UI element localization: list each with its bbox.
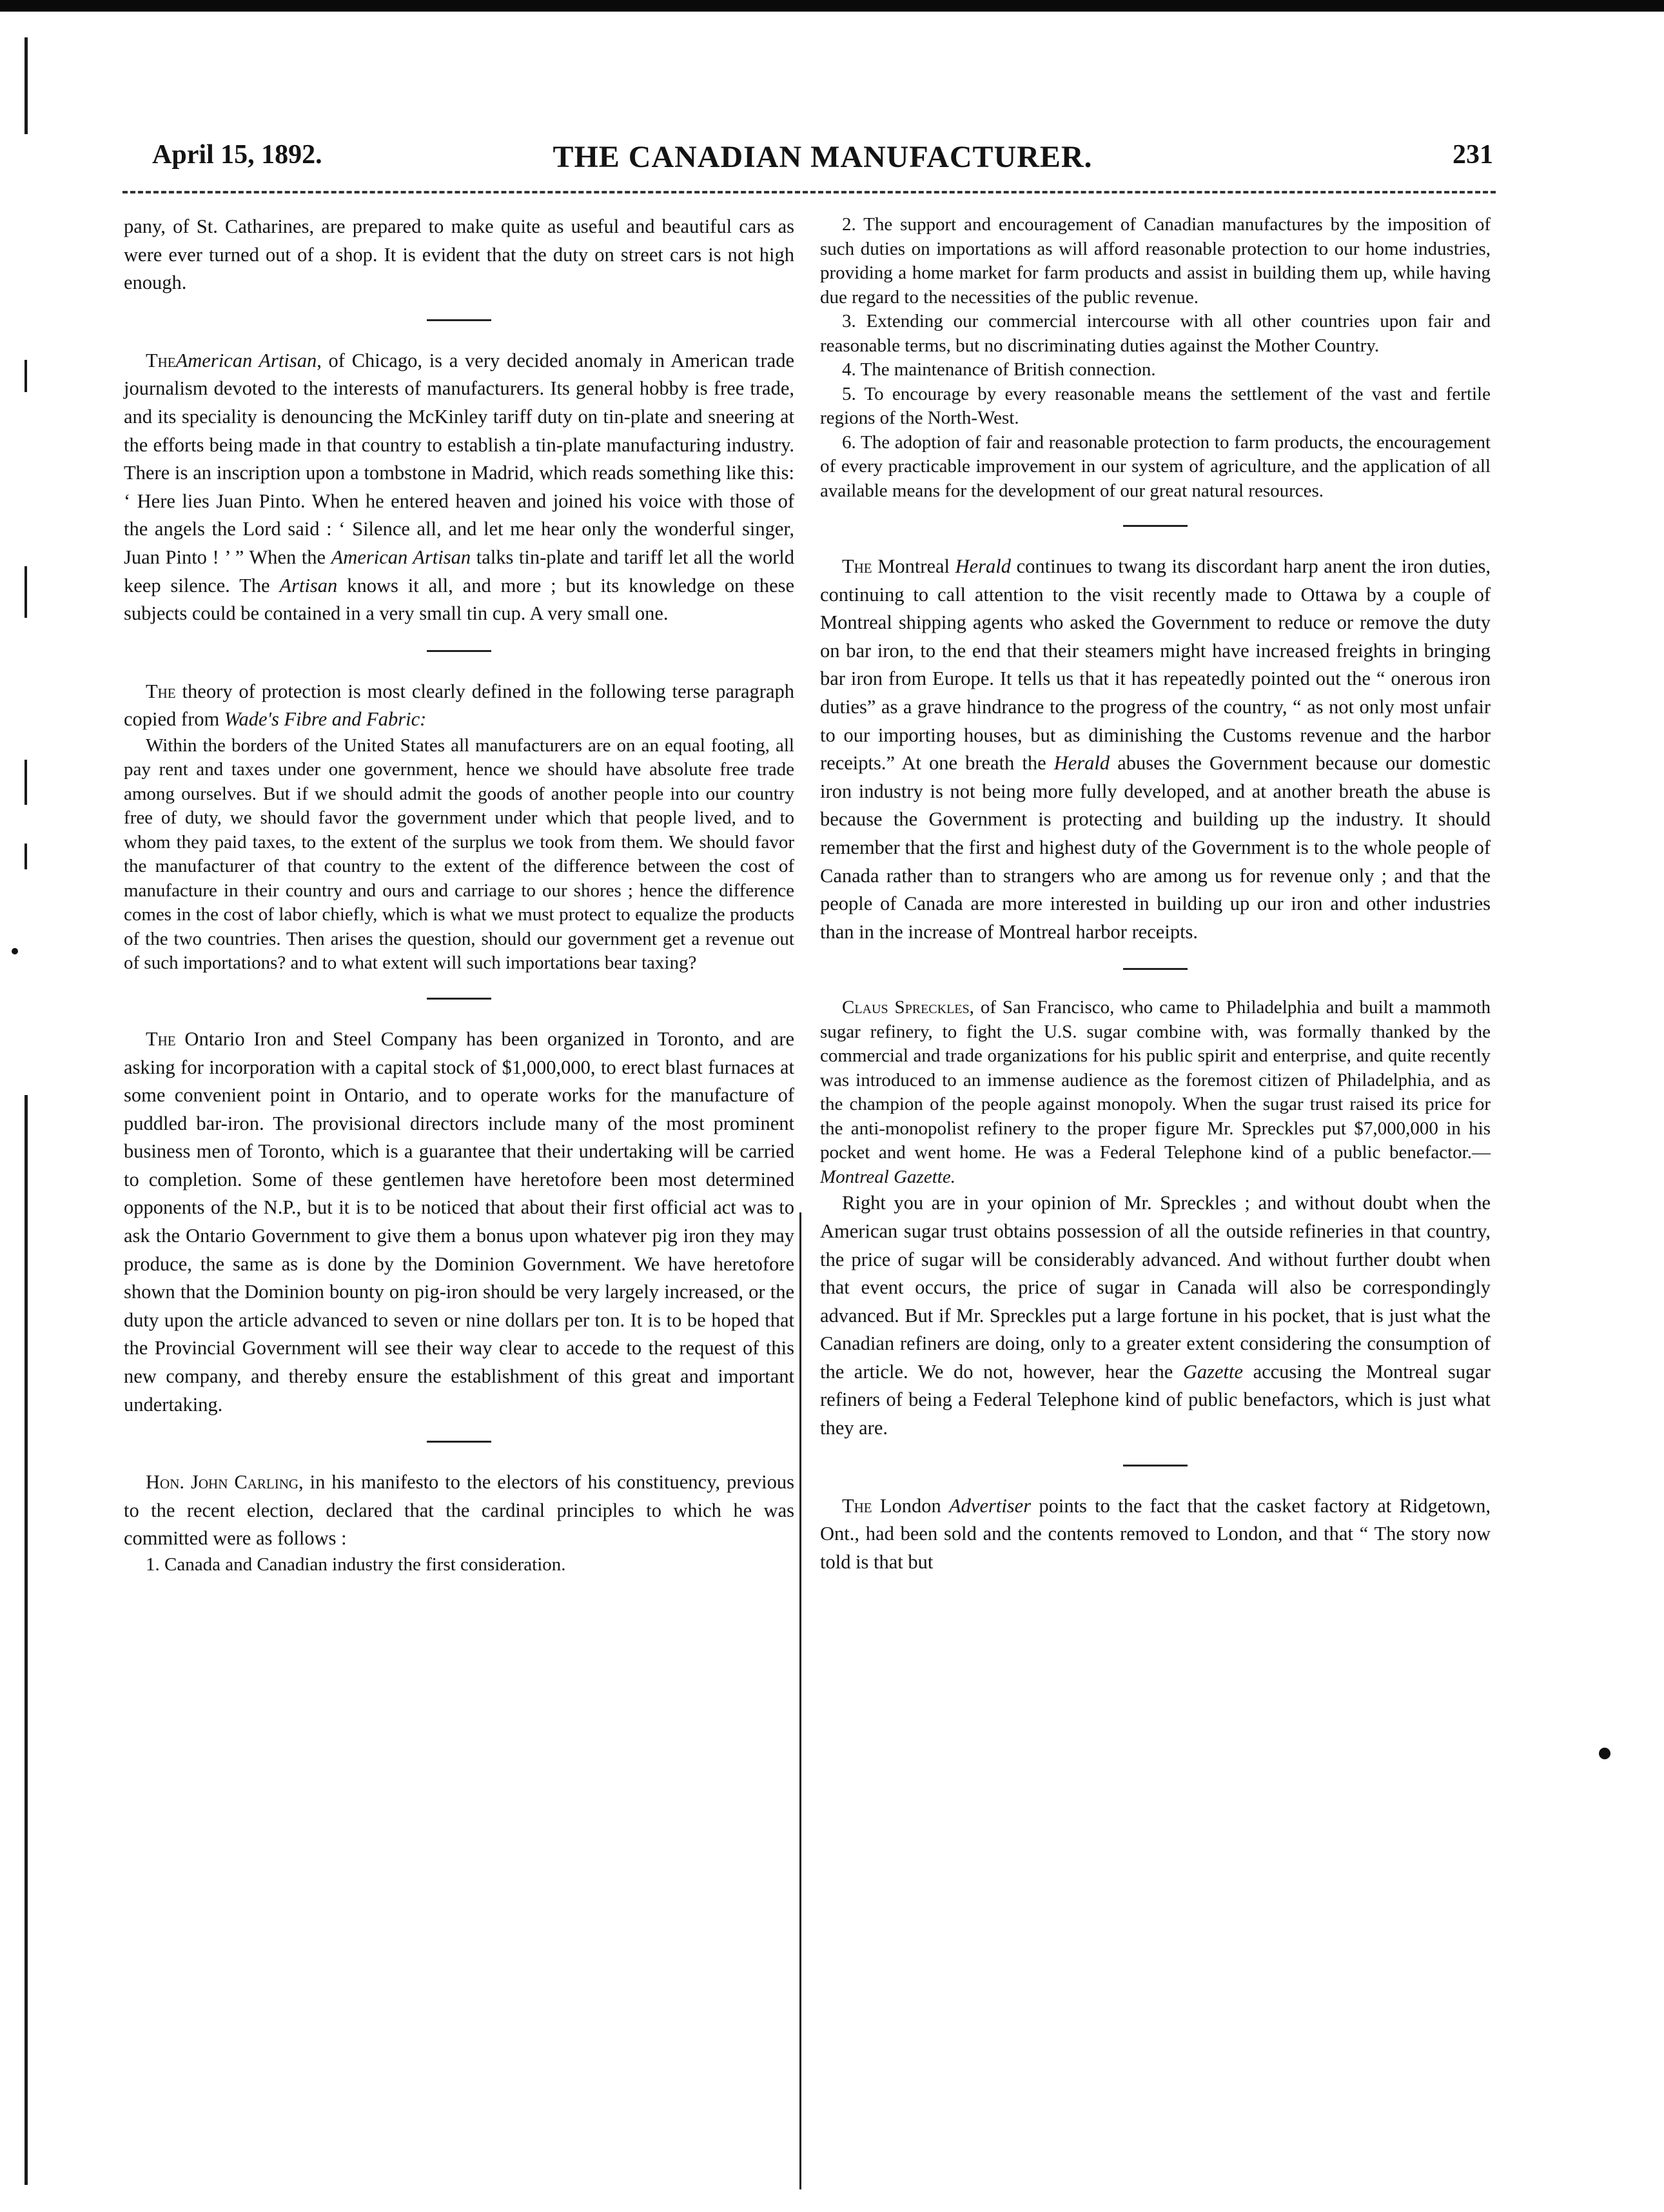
page-number: 231 [1453,140,1493,170]
section-separator [1123,1465,1188,1466]
article-american-artisan: TheAmerican Artisan, of Chicago, is a very decided anomaly in American trade journalism devoted to the interests of manufacturers. Its general hobby is free trade, and its speciality is denouncing the McKinley tariff duty on tin-plate and sneering at the efforts being made in that country to establish a tin-plate manufacturing industry. There is an inscription upon a tombstone in Madrid, which reads something like this: ‘ Here lies Juan Pinto. When he entered heaven and joined his voice with those of the angels the Lord said : ‘ Silence all, and let me hear only the wonderful singer, Juan Pinto ! ’ ” When the American Artisan talks tin-plate and tariff let all the world keep silence. The Artisan knows it all, and more ; but its knowledge on these subjects could be contained in a very small tin cup. A very small one. [124,349,795,625]
article-continuation: pany, of St. Catharines, are prepared to make quite as useful and beautiful cars as were ever turned out of a shop. It is evident that the duty on street cars is not high enough. [124,215,794,294]
principle-list-item: 2. The support and encouragement of Canadian manufactures by the imposition of such duties on importations as will afford reasonable protection to our home industries, providing a home market for farm products and assist in building them up, while having due regard to the necessities of the public revenue. [820,214,1491,308]
article-lead: Claus Spreckles, [842,997,974,1018]
principle-list-item: 1. Canada and Canadian industry the first consideration. [146,1554,566,1575]
article-lead: The [146,1027,176,1050]
article-montreal-herald: The Montreal Herald continues to twang its discordant harp anent the iron duties, continuing to call attention to the visit recently made to Ottawa by a couple of Montreal shipping agents who asked the Government to reduce or remove the duty on bar iron, to the end that their steamers might have increased freights in bringing bar iron from Europe. It tells us that it has repeatedly pointed out the “ onerous iron duties” as a grave hindrance to the progress of the country, “ as not only most unfair to our importing houses, but as diminishing the Customs revenue and the harbor receipts.” At one breath the Herald abuses the Government because our domestic iron industry is not being more fully developed, and at another breath the abuse is because the Government is protecting and building up the industry. It should remember that the first and highest duty of the Government is to the whole people of Canada rather than to strangers who are among us for revenue only ; and that the people of Canada are more interested in building up our iron and other industries than in the increase of Montreal harbor receipts. [820,555,1491,943]
running-header [152,134,1493,186]
left-column [124,213,794,1577]
article-lead: Hon. John Carling, [146,1471,304,1494]
publication-name: Gazette [1182,1360,1244,1383]
publication-name: Herald [955,555,1012,577]
article-ontario-iron-steel: The Ontario Iron and Steel Company has been organized in Toronto, and are asking for incorporation with a capital stock of $1,000,000, to erect blast furnaces at some convenient point in Ontario, and to operate works for the manufacture of puddled bar-iron. The provisional directors include many of the most prominent business men of Toronto, which is a guarantee that their undertaking will be carried to completion. Some of these gentlemen have heretofore been most determined opponents of the N.P., but it is to be noticed that about their first official act was to ask the Ontario Government to give them a bonus upon whatever pig iron they may produce, the same as is done by the Dominion Government. We have heretofore shown that the Dominion bounty on pig-iron should be very largely increased, or the duty upon the article advanced to seven or nine dollars per ton. It is to be hoped that the Provincial Government will see their way clear to accede to the request of this new company, and thereby ensure the establishment of this great and important undertaking. [124,1027,794,1416]
principle-list-item: 6. The adoption of fair and reasonable protection to farm products, the encouragement of every practicable improvement in our system of agriculture, and the application of all available means for the development of our great natural resources. [820,431,1491,501]
publication-title: THE CANADIAN MANUFACTURER. [553,140,1093,174]
article-lead: The [146,680,176,702]
section-separator [427,998,491,1000]
right-column [820,213,1491,1576]
section-separator [427,319,491,321]
principle-list-item: 5. To encourage by every reasonable means the settlement of the vast and fertile regions of the North-West. [820,383,1491,428]
header-rule [122,191,1496,193]
article-lead: The [146,349,176,371]
article-lead: The [842,555,872,577]
article-john-carling: Hon. John Carling, in his manifesto to the electors of his constituency, previous to the recent election, declared that the cardinal principles to which he was committed were as follows : [124,1471,795,1550]
principle-list-item: 4. The maintenance of British connection. [842,359,1156,380]
quote-source: Montreal Gazette. [820,1166,955,1187]
section-separator [427,1441,491,1443]
article-spreckles-comment: Right you are in your opinion of Mr. Spreckles ; and without doubt when the American sugar trust obtains possession of all the outside refineries in that country, the price of sugar will be considerably advanced. And without further doubt when that event occurs, the price of sugar in Canada will also be correspondingly advanced. But if Mr. Spreckles put a large fortune in his pocket, that is just what the Canadian refiners are doing, only to a greater extent considering the consumption of the article. We do not, however, hear the Gazette accusing the Montreal sugar refiners of being a Federal Telephone kind of public benefactors, which is just what they are. [820,1192,1491,1439]
publication-name: American Artisan [175,349,317,371]
publication-name: Herald [1053,752,1110,775]
section-separator [427,650,491,652]
article-london-advertiser: The London Advertiser points to the fact that the casket factory at Ridgetown, Ont., had been sold and the contents removed to London, and that “ The story now told is that but [820,1494,1491,1573]
quoted-paragraph: Claus Spreckles, of San Francisco, who came to Philadelphia and built a mammoth sugar refinery, to fight the U.S. sugar combine with, was formally thanked by the commercial and trade organizations for his public spirit and enterprise, and quite recently was introduced to an immense audience as the foremost citizen of Philadelphia, and as the champion of the people against monopoly. When the sugar trust raised its price for the anti-monopolist refinery to the proper figure Mr. Spreckles put $7,000,000 in his pocket and went home. He was a Federal Telephone kind of a public benefactor.—Montreal Gazette. [820,997,1491,1187]
issue-date: April 15, 1892. [152,140,322,170]
ink-spot [12,948,18,954]
publication-name: Wade's Fibre and Fabric: [224,708,427,731]
section-separator [1123,968,1188,970]
publication-name: Advertiser [949,1494,1032,1517]
article-theory-of-protection: The theory of protection is most clearly defined in the following terse paragraph copied from Wade's Fibre and Fabric: [124,680,794,731]
principle-list-item: 3. Extending our commercial intercourse with all other countries upon fair and reasonable terms, but no discriminating duties against the Mother Country. [820,311,1491,356]
ink-spot [1599,1748,1610,1759]
column-divider [799,1212,801,2189]
publication-name: Artisan [279,574,338,597]
page-edge [24,12,28,2212]
section-separator [1123,525,1188,527]
top-border-rule [0,0,1664,12]
publication-name: American Artisan [331,546,471,568]
quoted-paragraph: Within the borders of the United States all manufacturers are on an equal footing, all pay rent and taxes under one government, hence we should have absolute free trade among ourselves. But if we should admit the goods of another people into our country free of duty, we should favor the government under which that people lived, and to whom they paid taxes, to the extent of the surplus we took from them. We should favor the manufacturer of that country to the extent of the difference between the cost of manufacture in their country and ours and carriage to our shores ; hence the difference comes in the cost of labor chiefly, which is what we must protect to equalize the products of the two countries. Then arises the question, should our government get a revenue out of such importations? and to what extent will such importations bear taxing? [124,735,794,974]
article-lead: The [842,1494,872,1517]
